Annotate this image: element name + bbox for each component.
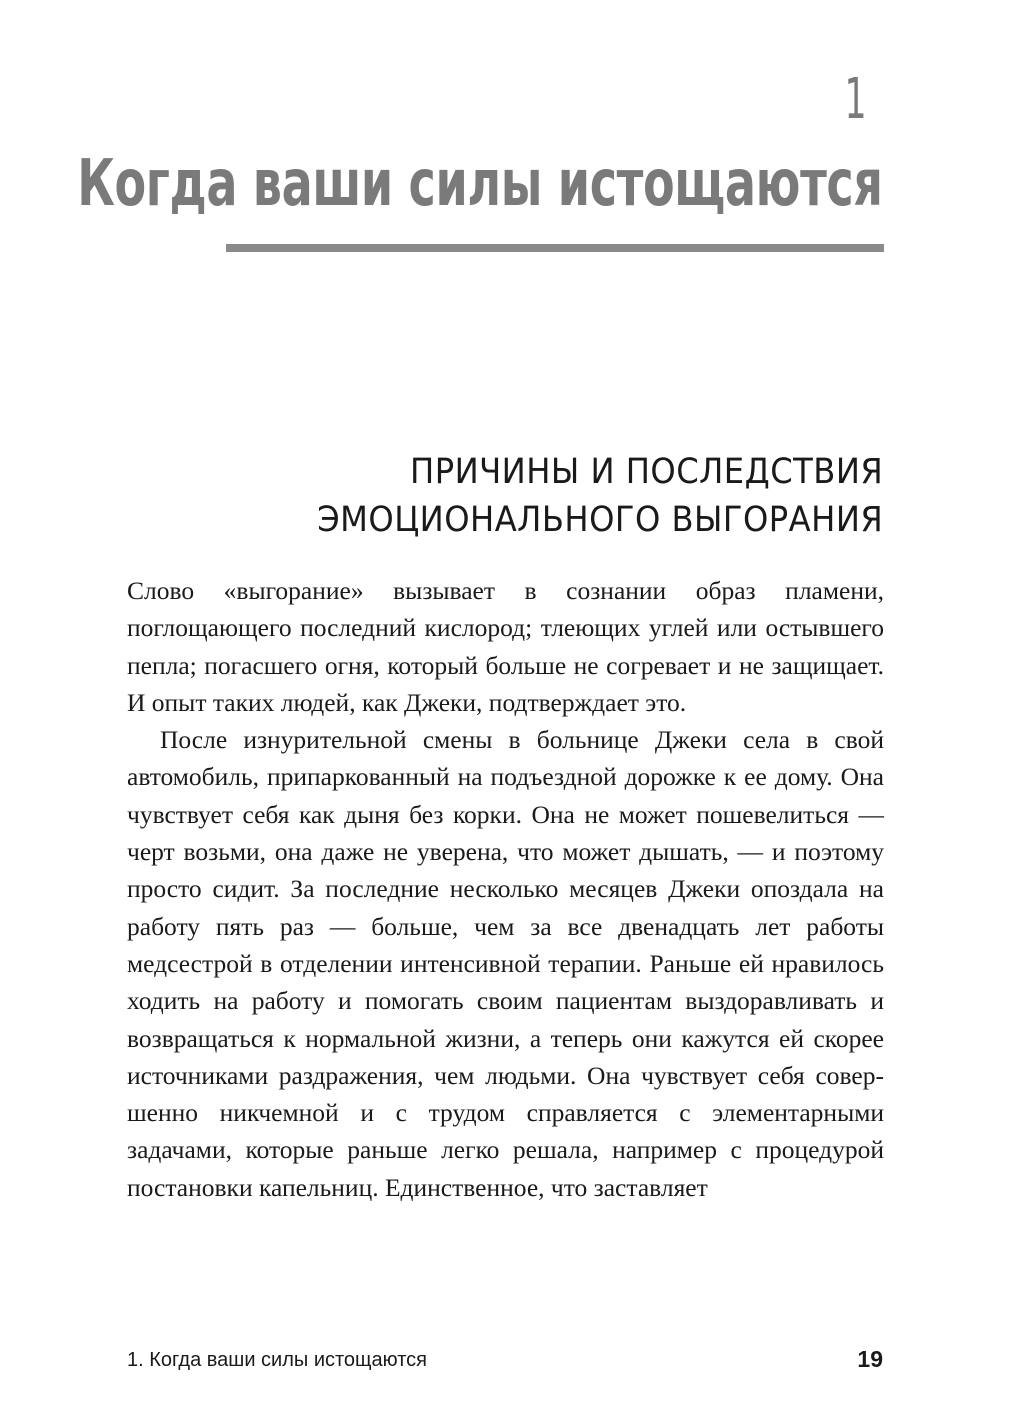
chapter-title: Когда ваши силы истощаются bbox=[77, 147, 883, 221]
body-text bbox=[127, 572, 884, 1206]
section-heading-line-2: ЭМОЦИОНАЛЬНОГО ВЫГОРАНИЯ bbox=[316, 500, 883, 540]
chapter-title-rule bbox=[226, 244, 884, 252]
paragraph-1: Слово «выгорание» вызывает в сознании образ пламени, поглощающего последний кислород; тлеющих углей или остывшего пепла; погасшего огня, который больше не согревает и не защищает. И опыт таких людей, как Джеки, подтверждает это. bbox=[127, 576, 884, 717]
paragraph-2: После изнурительной смены в больнице Джеки села в свой автомобиль, припаркованный на подъездной дорожке к ее дому. Она чувствует себя как дыня без корки. Она не может пошевелиться — черт возьми, она даже не уверена, что может дышать, — и поэтому просто сидит. За последние несколько месяцев Джеки опоздала на работу пять раз — больше, чем за все двенадцать лет работы медсестрой в отделении интенсивной терапии. Раньше ей нравилось ходить на работу и помогать своим пациентам выздоравливать и возвращаться к нормальной жизни, а теперь они кажутся ей скорее источниками раздражения, чем людьми. Она чувствует себя совершенно никчемной и с трудом справляется с элементарными задачами, которые раньше легко решала, например с процедурой постановки капельниц. Единственное, что заставляет bbox=[127, 725, 884, 1202]
section-heading-line-1: ПРИЧИНЫ И ПОСЛЕДСТВИЯ bbox=[409, 452, 883, 492]
chapter-number: 1 bbox=[844, 67, 867, 132]
section-heading bbox=[317, 448, 883, 544]
page-number: 19 bbox=[857, 1346, 883, 1372]
footer-running-title: 1. Когда ваши силы истощаются bbox=[127, 1349, 427, 1371]
